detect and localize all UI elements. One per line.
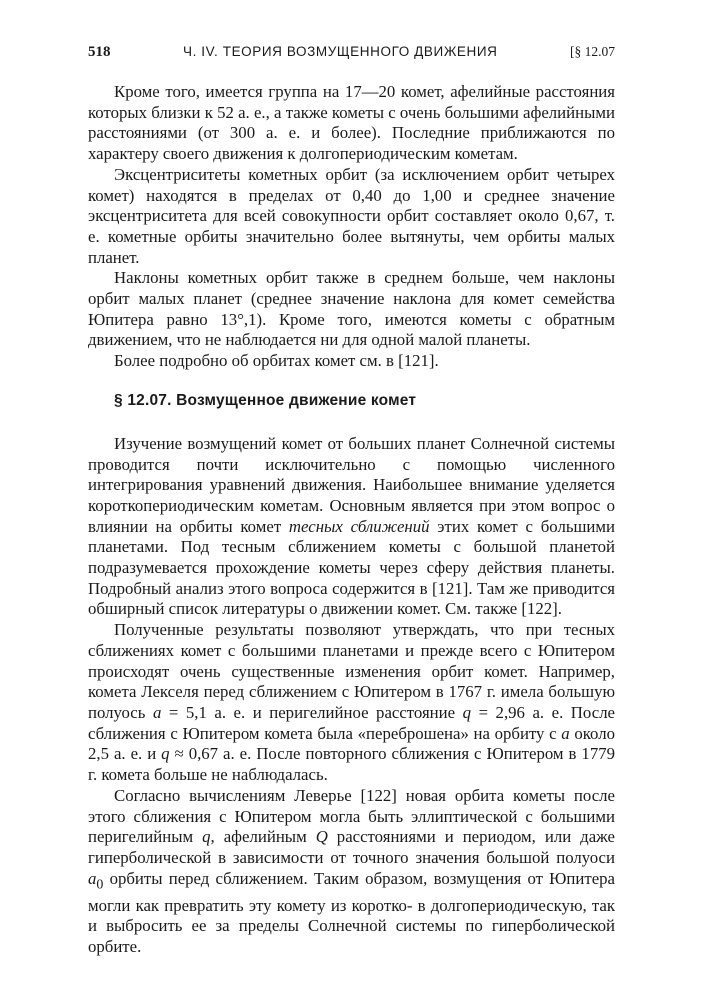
text-run: , афелийным	[210, 827, 316, 847]
math-var: q	[161, 744, 170, 764]
math-var: a	[152, 702, 162, 722]
paragraph-1: Кроме того, имеется группа на 17—20 комет, афелийные расстояния которых близки к 52 а. е., а также кометы с очень большими афелийными расстояниями (от 300 а. е. и более). Последние приближаются по характеру своего движения к долгопериодическим кометам.	[88, 82, 615, 164]
book-page	[88, 40, 615, 958]
page-header	[88, 44, 615, 66]
paragraph-4: Более подробно об орбитах комет см. в [121].	[114, 351, 439, 371]
math-var: a	[88, 868, 97, 888]
text-run: = 5,1 а. е. и перигелийное расстояние	[161, 702, 463, 722]
math-subscript: 0	[96, 876, 104, 892]
running-title: Ч. IV. ТЕОРИЯ ВОЗМУЩЕННОГО ДВИЖЕНИЯ	[183, 44, 498, 59]
text-run: около 2,5 а. е. и	[88, 723, 615, 764]
section-heading: § 12.07. Возмущенное движение комет	[114, 391, 417, 409]
math-var: a	[561, 723, 570, 743]
paragraph-3: Наклоны кометных орбит также в среднем больше, чем наклоны орбит малых планет (среднее значение наклона для комет семейства Юпитера равно 13°,1). Кроме того, имеются кометы с обратным движением, что не наблюдается ни для одной малой планеты.	[88, 268, 615, 350]
text-run: Изучение возмущений комет от больших планет Солнечной системы проводится почти исключительно с помощью численного интегрирования уравнений движения. Наибольшее внимание уделяется короткопериодическим кометам. Основным является при этом вопрос о влиянии на орбиты комет	[88, 433, 615, 536]
text-run: орбиты перед сближением. Таким образом, возмущения от Юпитера могли как превратить эту комету из коротко- в долгопериодическую, так и выбросить ее за пределы Солнечной системы по гиперболической орбите.	[88, 868, 615, 957]
page-number: 518	[88, 44, 111, 60]
text-run: Согласно вычислениям Леверье [122] новая орбита кометы после этого сближения с Юпитером могла быть эллиптической с большими перигелийным	[88, 785, 615, 847]
math-var: Q	[315, 827, 328, 847]
text-run: расстояниями и периодом, или даже гиперболической в зависимости от точного значения большой полуоси	[88, 827, 615, 867]
text-run: Полученные результаты позволяют утверждать, что при тесных сближениях комет с большими планетами и прежде всего с Юпитером происходят очень существенные изменения орбит комет. Например, комета Лекселя перед сближением с Юпитером в 1767 г. имела большую полуось	[88, 620, 615, 722]
paragraph-7	[88, 786, 615, 958]
math-var: q	[202, 827, 211, 847]
text-run: = 2,96 а. е. После сближения с Юпитером комета была «переброшена» на орбиту с	[88, 702, 616, 743]
math-var: q	[462, 702, 472, 722]
paragraph-2: Эксцентриситеты кометных орбит (за исключением орбит четырех комет) находятся в пределах от 0,40 до 1,00 и среднее значение эксцентриситета для всей совокупности орбит составляет около 0,67, т. е. кометные орбиты значительно более вытянуты, чем орбиты малых планет.	[88, 164, 615, 267]
text-run: ≈ 0,67 а. е. После повторного сближения с Юпитером в 1779 г. комета больше не наблюдалась.	[88, 744, 615, 785]
text-run: этих комет с большими планетами. Под тесным сближением кометы с большой планетой подразумевается прохождение кометы через сферу действия планеты. Подробный анализ этого вопроса содержится в [121]. Там же приводится обширный список литературы о движении комет. См. также [122].	[88, 516, 615, 619]
emphasis: тесных сближений	[288, 516, 430, 536]
paragraph-6	[88, 620, 615, 786]
paragraph-5	[88, 434, 615, 620]
section-marker: [§ 12.07	[570, 44, 615, 59]
